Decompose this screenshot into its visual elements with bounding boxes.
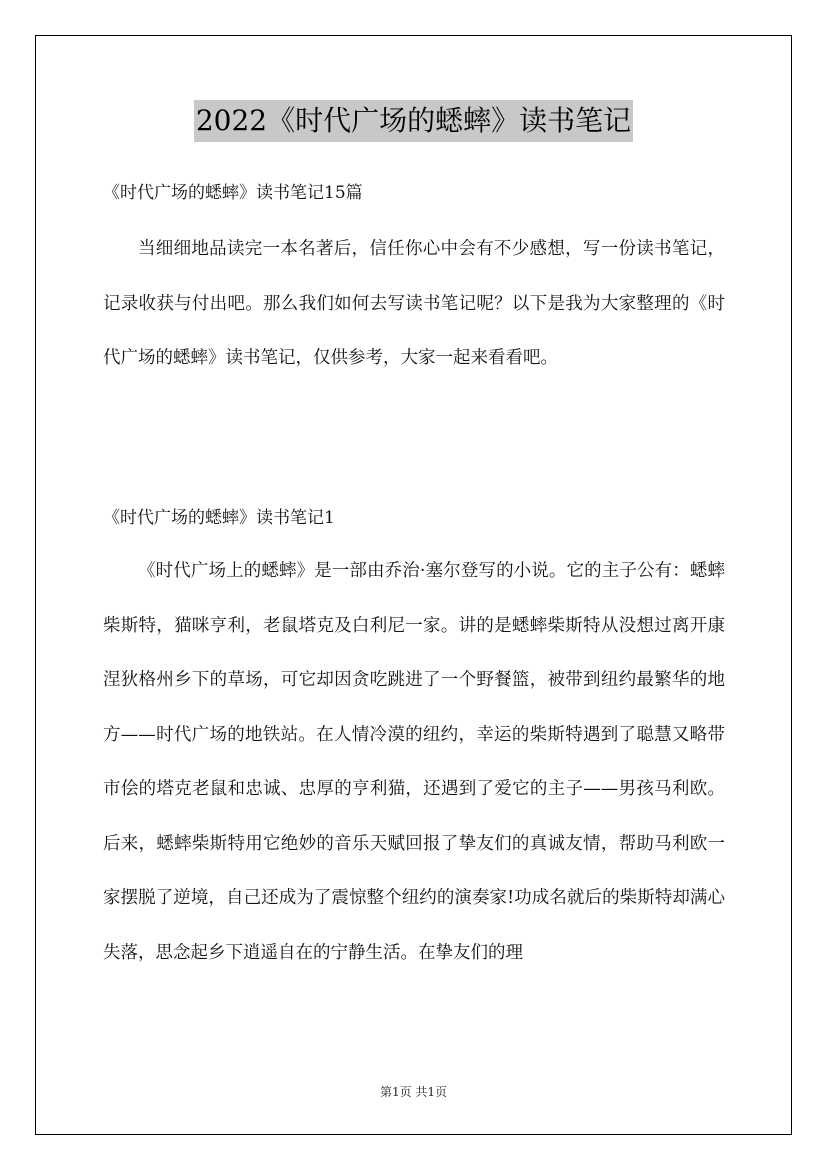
intro-paragraph: 当细细地品读完一本名著后，信任你心中会有不少感想，写一份读书笔记，记录收获与付出吧。那么我们如何去写读书笔记呢？以下是我为大家整理的《时代广场的蟋蟀》读书笔记，仅供参考，大家一起来看看吧。 [103, 239, 725, 368]
document-subtitle: 《时代广场的蟋蟀》读书笔记15篇 [103, 183, 363, 203]
body-paragraph: 《时代广场上的蟋蟀》是一部由乔治·塞尔登写的小说。它的主子公有：蟋蟀柴斯特，猫咪亨利，老鼠塔克及白利尼一家。讲的是蟋蟀柴斯特从没想过离开康涅狄格州乡下的草场，可它却因贪吃跳进了一个野餐篮，被带到纽约最繁华的地方——时代广场的地铁站。在人情冷漠的纽约，幸运的柴斯特遇到了聪慧又略带市侩的塔克老鼠和忠诚、忠厚的亨利猫，还遇到了爱它的主子——男孩马利欧。后来，蟋蟀柴斯特用它绝妙的音乐天赋回报了挚友们的真诚友情，帮助马利欧一家摆脱了逆境，自己还成为了震惊整个纽约的演奏家!功成名就后的柴斯特却满心失落，思念起乡下逍遥自在的宁静生活。在挚友们的理 [103, 561, 725, 963]
document-title-text: 2022《时代广场的蟋蟀》读书笔记 [194, 100, 633, 142]
page-footer: 第1页 共1页 [379, 1085, 448, 1099]
section-heading: 《时代广场的蟋蟀》读书笔记1 [103, 508, 335, 528]
document-title [0, 100, 827, 142]
